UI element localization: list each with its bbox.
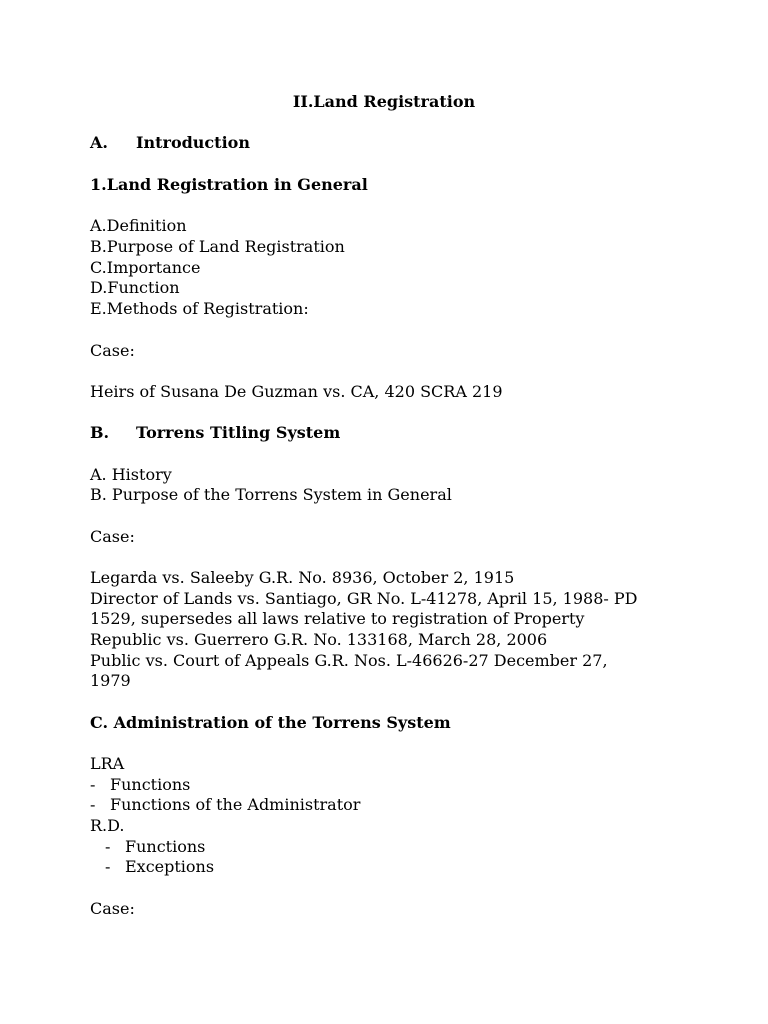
intro-item-definition: A.Definition: [90, 216, 187, 235]
section-a-marker: A.: [90, 133, 108, 152]
section-c-heading: C. Administration of the Torrens System: [90, 713, 451, 732]
case-citation: Director of Lands vs. Santiago, GR No. L-41278, April 15, 1988- PD: [90, 589, 638, 608]
case-citation: Republic vs. Guerrero G.R. No. 133168, March 28, 2006: [90, 630, 548, 649]
section-b-title: Torrens Titling System: [136, 423, 341, 442]
intro-item-methods: E.Methods of Registration:: [90, 299, 309, 318]
dash-bullet: -: [105, 837, 111, 856]
intro-item-function: D.Function: [90, 278, 180, 297]
lra-item-administrator-functions: [90, 795, 360, 816]
case-citation-continuation: 1979: [90, 671, 131, 690]
dash-bullet: -: [90, 795, 96, 814]
lra-item-functions: [90, 775, 190, 796]
lra-item-label: Functions: [110, 775, 191, 794]
section-a-title: Introduction: [136, 133, 250, 152]
rd-item-label: Exceptions: [125, 857, 215, 876]
torrens-item-history: A. History: [90, 465, 172, 484]
case-citation: Legarda vs. Saleeby G.R. No. 8936, October 2, 1915: [90, 568, 515, 587]
rd-item-functions: [105, 837, 205, 858]
section-b-heading: [90, 423, 340, 444]
case-label: Case:: [90, 899, 135, 918]
lra-item-label: Functions of the Administrator: [110, 795, 361, 814]
case-label: Case:: [90, 341, 135, 360]
rd-item-exceptions: [105, 857, 214, 878]
case-citation: Public vs. Court of Appeals G.R. Nos. L-46626-27 December 27,: [90, 651, 608, 670]
dash-bullet: -: [105, 857, 111, 876]
rd-item-label: Functions: [125, 837, 206, 856]
lra-label: LRA: [90, 754, 125, 773]
torrens-item-purpose: B. Purpose of the Torrens System in General: [90, 485, 452, 504]
intro-item-importance: C.Importance: [90, 258, 201, 277]
rd-label: R.D.: [90, 816, 125, 835]
case-citation: Heirs of Susana De Guzman vs. CA, 420 SCRA 219: [90, 382, 503, 401]
intro-item-purpose: B.Purpose of Land Registration: [90, 237, 345, 256]
subsection-1-heading: 1.Land Registration in General: [90, 175, 368, 194]
section-b-marker: B.: [90, 423, 110, 442]
page-title: II.Land Registration: [292, 92, 476, 111]
dash-bullet: -: [90, 775, 96, 794]
case-citation-continuation: 1529, supersedes all laws relative to registration of Property: [90, 609, 585, 628]
section-a-heading: [90, 133, 250, 154]
case-label: Case:: [90, 527, 135, 546]
